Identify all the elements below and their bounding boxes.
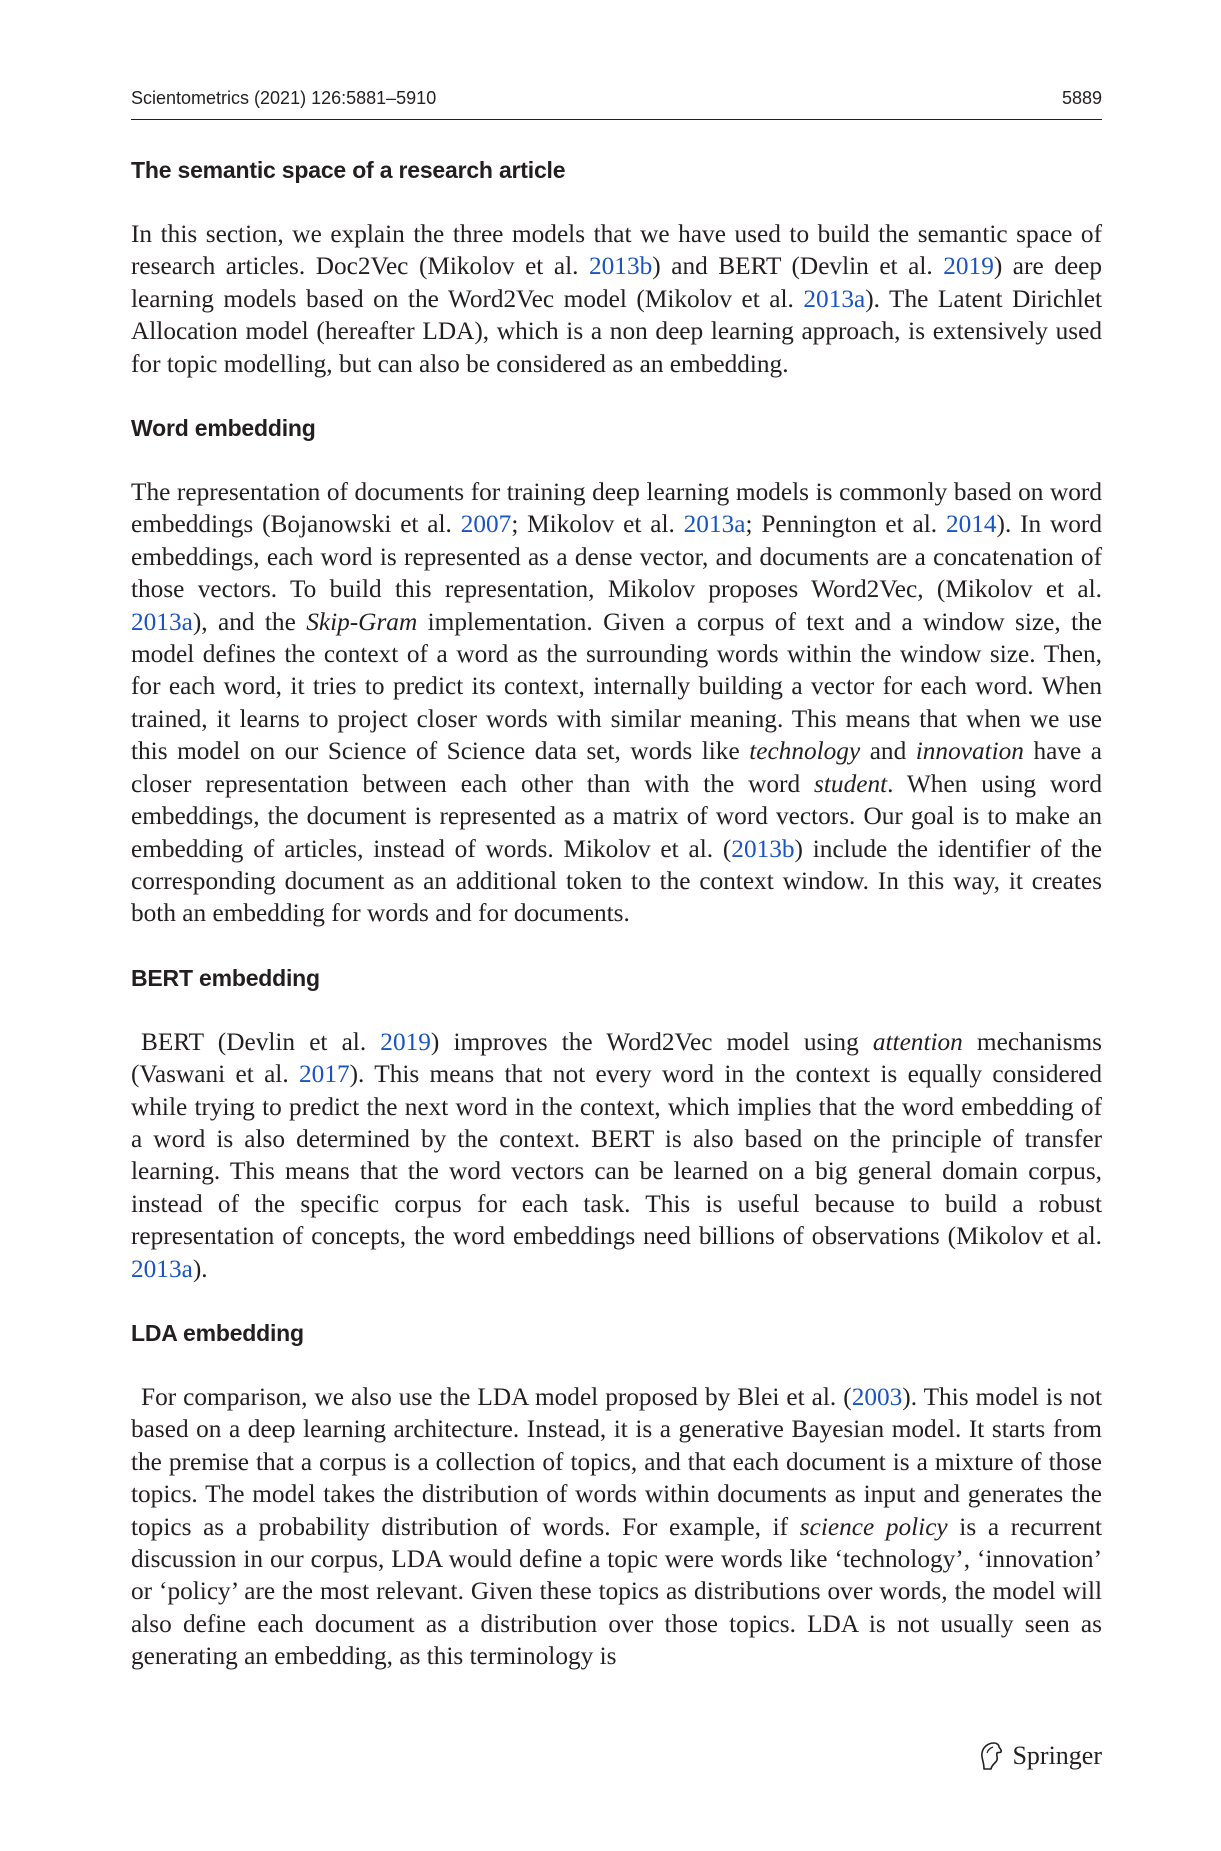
citation-link[interactable]: 2017 [299,1060,350,1089]
springer-horse-icon [978,1741,1004,1771]
section-title-semantic-space: The semantic space of a research article [131,157,566,183]
citation-link[interactable]: 2013a [131,1254,193,1283]
text-run: ) are deep learning models based on the Word2Vec model (Mikolov et al. [131,252,1102,313]
article-body [131,150,1102,1673]
header-rule [131,119,1102,120]
citation-link[interactable]: 2013a [683,510,746,539]
section-title-word-embedding: Word embedding [131,415,316,442]
text-run: have a closer representation between each other than with the word [131,737,1102,798]
paragraph-bert-embedding [131,1026,1102,1285]
citation-link[interactable]: 2013b [731,834,795,863]
text-run: ). This model is not based on a deep learning architecture. Instead, it is a generative Bayesian model. It starts from the premise that a corpus is a collection of topics, and that each document is a mixture of those topics. The model takes the distribution of words within documents as input and generates the topics as a probability distribution of words. For example, if [131,1382,1102,1541]
text-run: ) and BERT (Devlin et al. [652,252,944,281]
text-run: implementation. Given a corpus of text and a window size, the model defines the context of a word as the surrounding words within the window size. Then, for each word, it tries to predict its context, internally building a vector for each word. When trained, it learns to project closer words with similar meaning. This means that when we use this model on our Science of Science data set, words like [131,607,1102,766]
section-title-bert-embedding: BERT embedding [131,964,320,991]
text-run: ; Mikolov et al. [511,510,684,539]
citation-link[interactable]: 2019 [380,1027,431,1056]
text-run: ; Pennington et al. [745,510,946,539]
citation-link[interactable]: 2019 [943,252,994,281]
emphasis: science policy [799,1512,948,1541]
page-number: 5889 [1061,88,1102,108]
text-run: ). In word embeddings, each word is represented as a dense vector, and documents are a concatenation of those vectors. To build this representation, Mikolov proposes Word2Vec, (Mikolov et al. [131,510,1103,604]
text-run: and [860,737,916,766]
paragraph-lda-embedding [131,1381,1102,1673]
citation-link[interactable]: 2013a [131,607,193,636]
text-run: In this section, we explain the three models that we have used to build the semantic space of research articles. Doc2Vec (Mikolov et al. [131,220,1102,281]
text-run: ). This means that not every word in the context is equally considered while trying to predict the next word in the context, which implies that the word embedding of a word is also determined by the context. BERT is also based on the principle of transfer learning. This means that the word vectors can be learned on a big general domain corpus, instead of the specific corpus for each task. This is useful because to build a robust representation of concepts, the word embeddings need billions of observations (Mikolov et al. [131,1060,1102,1251]
paragraph-semantic-space [131,218,1102,380]
emphasis: innovation [915,737,1024,766]
text-run: ). [192,1254,208,1283]
citation-link[interactable]: 2013b [589,252,653,281]
emphasis: student [814,769,888,798]
publisher-name: Springer [1012,1741,1102,1770]
citation-link[interactable]: 2014 [945,510,997,539]
text-run: . When using word embeddings, the document is represented as a matrix of word vectors. Our goal is to make an embedding of articles, instead of words. Mikolov et al. ( [131,769,1102,863]
citation-link[interactable]: 2003 [851,1382,903,1411]
section-title-lda-embedding: LDA embedding [131,1319,304,1346]
paragraph-word-embedding [131,476,1102,930]
emphasis: attention [872,1027,963,1056]
text-run: BERT (Devlin et al. [141,1027,381,1056]
text-run: ), and the [192,607,307,636]
journal-citation: Scientometrics (2021) 126:5881–5910 [131,88,437,108]
text-run: is a recurrent discussion in our corpus, LDA would define a topic were words like ‘technology’, ‘innovation’ or ‘policy’ are the most relevant. Given these topics as distributions over words, the model will also define each document as a distribution over those topics. LDA is not usually seen as generating an embedding, as this terminology is [131,1512,1102,1671]
text-run: For comparison, we also use the LDA model proposed by Blei et al. ( [141,1382,852,1411]
publisher-logo [978,1741,1102,1771]
text-run: ). The Latent Dirichlet Allocation model (hereafter LDA), which is a non deep learning approach, is extensively used for topic modelling, but can also be considered as an embedding. [131,284,1102,378]
text-run: mechanisms (Vaswani et al. [131,1027,1102,1089]
citation-link[interactable]: 2007 [460,510,512,539]
text-run: ) include the identifier of the corresponding document as an additional token to the context window. In this way, it creates both an embedding for words and for documents. [131,834,1103,928]
citation-link[interactable]: 2013a [803,284,866,313]
running-head [131,88,1102,109]
emphasis: Skip-Gram [306,607,418,636]
emphasis: technology [749,737,861,766]
text-run: The representation of documents for training deep learning models is commonly based on word embeddings (Bojanowski et al. [131,478,1102,539]
text-run: ) improves the Word2Vec model using [430,1027,873,1056]
